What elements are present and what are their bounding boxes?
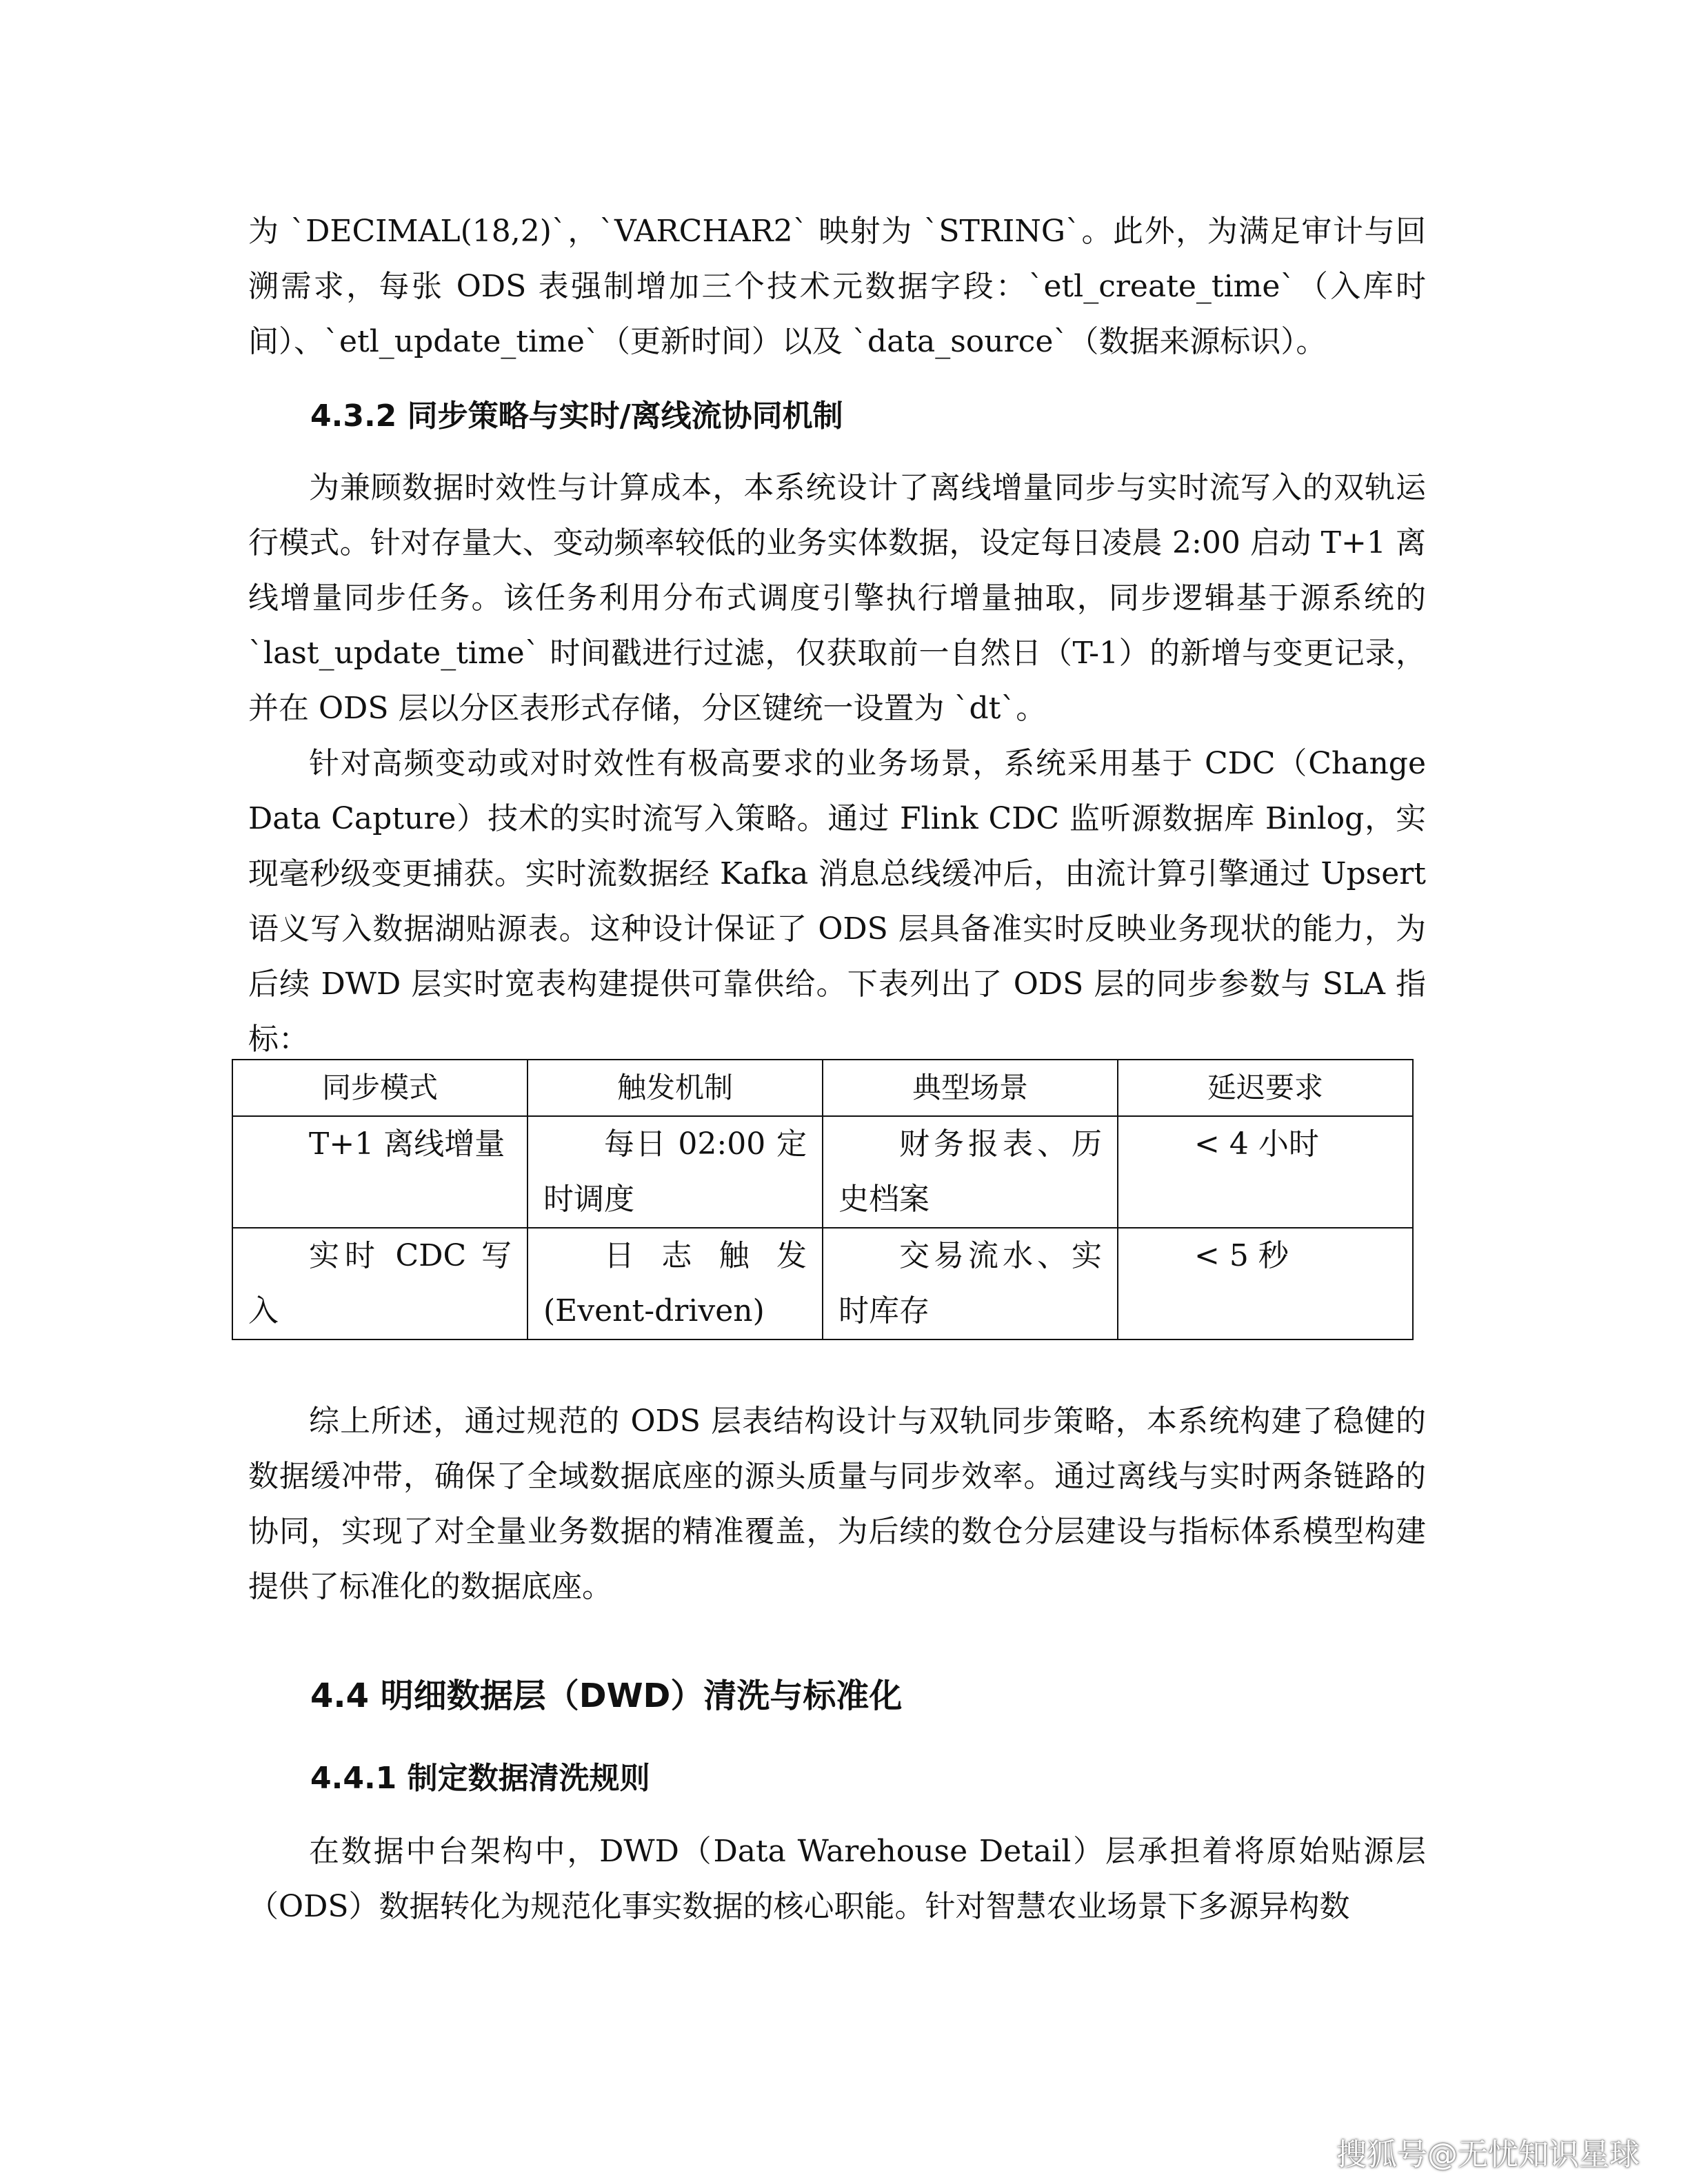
table-row: [232, 1116, 1413, 1228]
table-cell: T+1 离线增量: [232, 1116, 528, 1228]
table-header-cell: 延迟要求: [1118, 1060, 1413, 1116]
table-cell: 实时 CDC 写入: [232, 1228, 528, 1339]
sync-parameter-table: [232, 1059, 1414, 1340]
paragraph-intro: 为 `DECIMAL(18,2)`，`VARCHAR2` 映射为 `STRING`。此外，为满足审计与回溯需求，每张 ODS 表强制增加三个技术元数据字段：`etl_create_time`（入库时间）、`etl_update_time`（更新时间）以及 `data_source`（数据来源标识）。: [248, 214, 1426, 359]
table-row: [232, 1228, 1413, 1339]
table-cell: < 5 秒: [1118, 1228, 1413, 1339]
paragraph-dwd-intro: 在数据中台架构中，DWD（Data Warehouse Detail）层承担着将原始贴源层（ODS）数据转化为规范化事实数据的核心职能。针对智慧农业场景下多源异构数: [248, 1834, 1426, 1924]
heading-4-4-1: 4.4.1 制定数据清洗规则: [310, 1761, 650, 1796]
heading-4-3-2: 4.3.2 同步策略与实时/离线流协同机制: [310, 398, 843, 434]
table-cell: < 4 小时: [1118, 1116, 1413, 1228]
table-header-cell: 同步模式: [232, 1060, 528, 1116]
paragraph-sync-strategy: 为兼顾数据时效性与计算成本，本系统设计了离线增量同步与实时流写入的双轨运行模式。针对存量大、变动频率较低的业务实体数据，设定每日凌晨 2:00 启动 T+1 离线增量同步任务。该任务利用分布式调度引擎执行增量抽取，同步逻辑基于源系统的 `last_update_time` 时间戳进行过滤，仅获取前一自然日（T-1）的新增与变更记录，并在 ODS 层以分区表形式存储，分区键统一设置为 `dt`。: [248, 470, 1436, 726]
paragraph-cdc-strategy: 针对高频变动或对时效性有极高要求的业务场景，系统采用基于 CDC（Change Data Capture）技术的实时流写入策略。通过 Flink CDC 监听源数据库 Binlog，实现毫秒级变更捕获。实时流数据经 Kafka 消息总线缓冲后，由流计算引擎通过 Upsert 语义写入数据湖贴源表。这种设计保证了 ODS 层具备准实时反映业务现状的能力，为后续 DWD 层实时宽表构建提供可靠供给。下表列出了 ODS 层的同步参数与 SLA 指标：: [248, 746, 1436, 1057]
paragraph-summary: 综上所述，通过规范的 ODS 层表结构设计与双轨同步策略，本系统构建了稳健的数据缓冲带，确保了全域数据底座的源头质量与同步效率。通过离线与实时两条链路的协同，实现了对全量业务数据的精准覆盖，为后续的数仓分层建设与指标体系模型构建提供了标准化的数据底座。: [248, 1404, 1426, 1604]
watermark-text: 搜狐号@无忧知识星球: [1336, 2137, 1640, 2172]
table-header-cell: 典型场景: [823, 1060, 1118, 1116]
table-cell: 交易流水、实时库存: [823, 1228, 1118, 1339]
heading-4-4: 4.4 明细数据层（DWD）清洗与标准化: [310, 1677, 903, 1715]
table-header-cell: 触发机制: [528, 1060, 823, 1116]
table-header-row: [232, 1060, 1413, 1116]
table-cell: 每日 02:00 定时调度: [528, 1116, 823, 1228]
table-cell: 财务报表、历史档案: [823, 1116, 1118, 1228]
table-cell: 日志触发 (Event-driven): [528, 1228, 823, 1339]
